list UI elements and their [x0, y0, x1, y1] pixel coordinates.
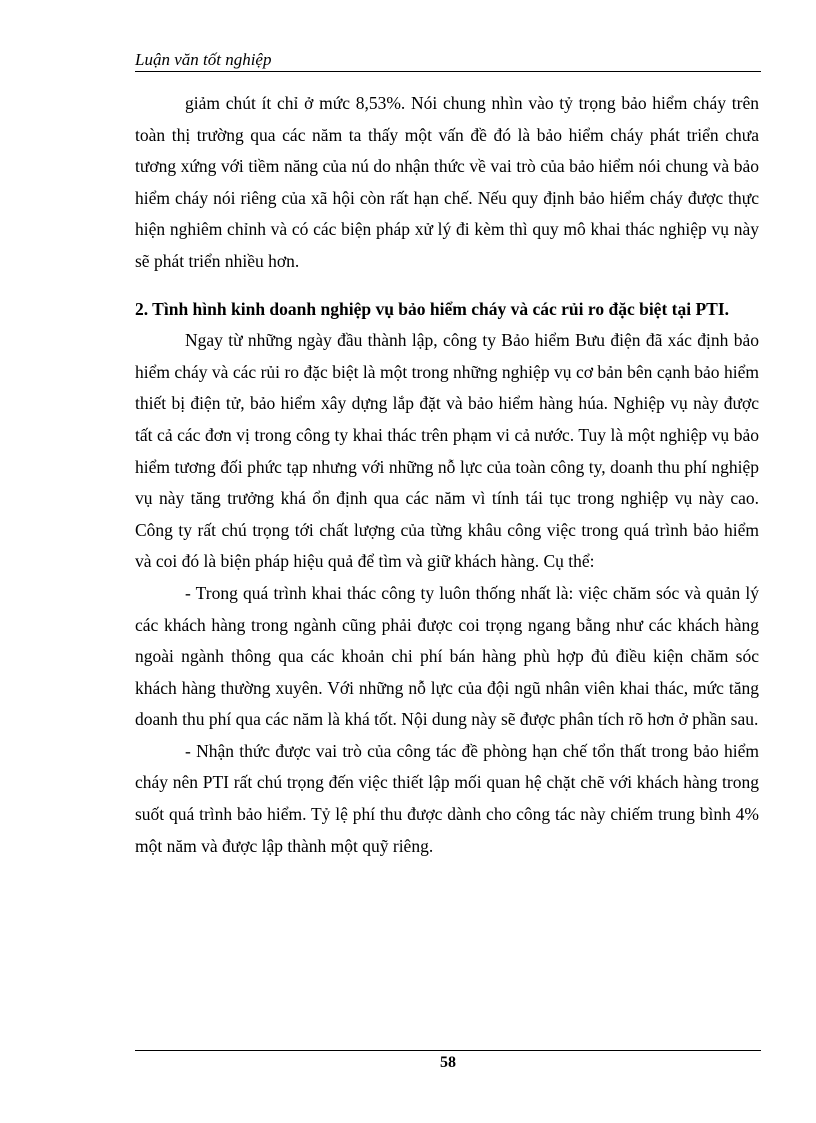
footer-divider: [135, 1050, 761, 1051]
running-header: Luận văn tốt nghiệp: [135, 50, 272, 69]
paragraph-2: Ngay từ những ngày đầu thành lập, công ty Bảo hiểm Bưu điện đã xác định bảo hiểm cháy và các rủi ro đặc biệt là một trong những nghiệp vụ cơ bản bên cạnh bảo hiểm thiết bị điện tử, bảo hiểm xây dựng lắp đặt và bảo hiểm hàng húa. Nghiệp vụ này được tất cả các đơn vị trong công ty khai thác trên phạm vi cả nước. Tuy là một nghiệp vụ bảo hiểm tương đối phức tạp nhưng với những nỗ lực của toàn công ty, doanh thu phí nghiệp vụ này tăng trưởng khá ổn định qua các năm vì tính tái tục trong nghiệp vụ này cao. Công ty rất chú trọng tới chất lượng của từng khâu công việc trong quá trình bảo hiểm và coi đó là biện pháp hiệu quả để tìm và giữ khách hàng. Cụ thể:: [135, 330, 759, 572]
paragraph-1: giảm chút ít chỉ ở mức 8,53%. Nói chung nhìn vào tỷ trọng bảo hiểm cháy trên toàn thị trường qua các năm ta thấy một vấn đề đó là bảo hiểm cháy phát triển chưa tương xứng với tiềm năng của nú do nhận thức về vai trò của bảo hiểm nói chung và bảo hiểm cháy nói riêng của xã hội còn rất hạn chế. Nếu quy định bảo hiểm cháy được thực hiện nghiêm chỉnh và có các biện pháp xử lý đi kèm thì quy mô khai thác nghiệp vụ này sẽ phát triển nhiều hơn.: [135, 93, 759, 271]
header-divider: [135, 71, 761, 72]
page-number: 58: [440, 1054, 456, 1071]
page-body: [135, 88, 759, 862]
section-heading: 2. Tình hình kinh doanh nghiệp vụ bảo hiểm cháy và các rủi ro đặc biệt tại PTI.: [135, 298, 730, 319]
paragraph-4: - Nhận thức được vai trò của công tác đề phòng hạn chế tổn thất trong bảo hiểm cháy nên PTI rất chú trọng đến việc thiết lập mối quan hệ chặt chẽ với khách hàng trong suốt quá trình bảo hiểm. Tỷ lệ phí thu được dành cho công tác này chiếm trung bình 4% một năm và được lập thành một quỹ riêng.: [135, 740, 759, 856]
paragraph-3: - Trong quá trình khai thác công ty luôn thống nhất là: việc chăm sóc và quản lý các khách hàng trong ngành cũng phải được coi trọng ngang bằng như các khách hàng ngoài ngành thông qua các khoản chi phí bán hàng phù hợp đủ điều kiện chăm sóc khách hàng thường xuyên. Với những nỗ lực của đội ngũ nhân viên khai thác, mức tăng doanh thu phí qua các năm là khá tốt. Nội dung này sẽ được phân tích rõ hơn ở phần sau.: [135, 582, 759, 730]
